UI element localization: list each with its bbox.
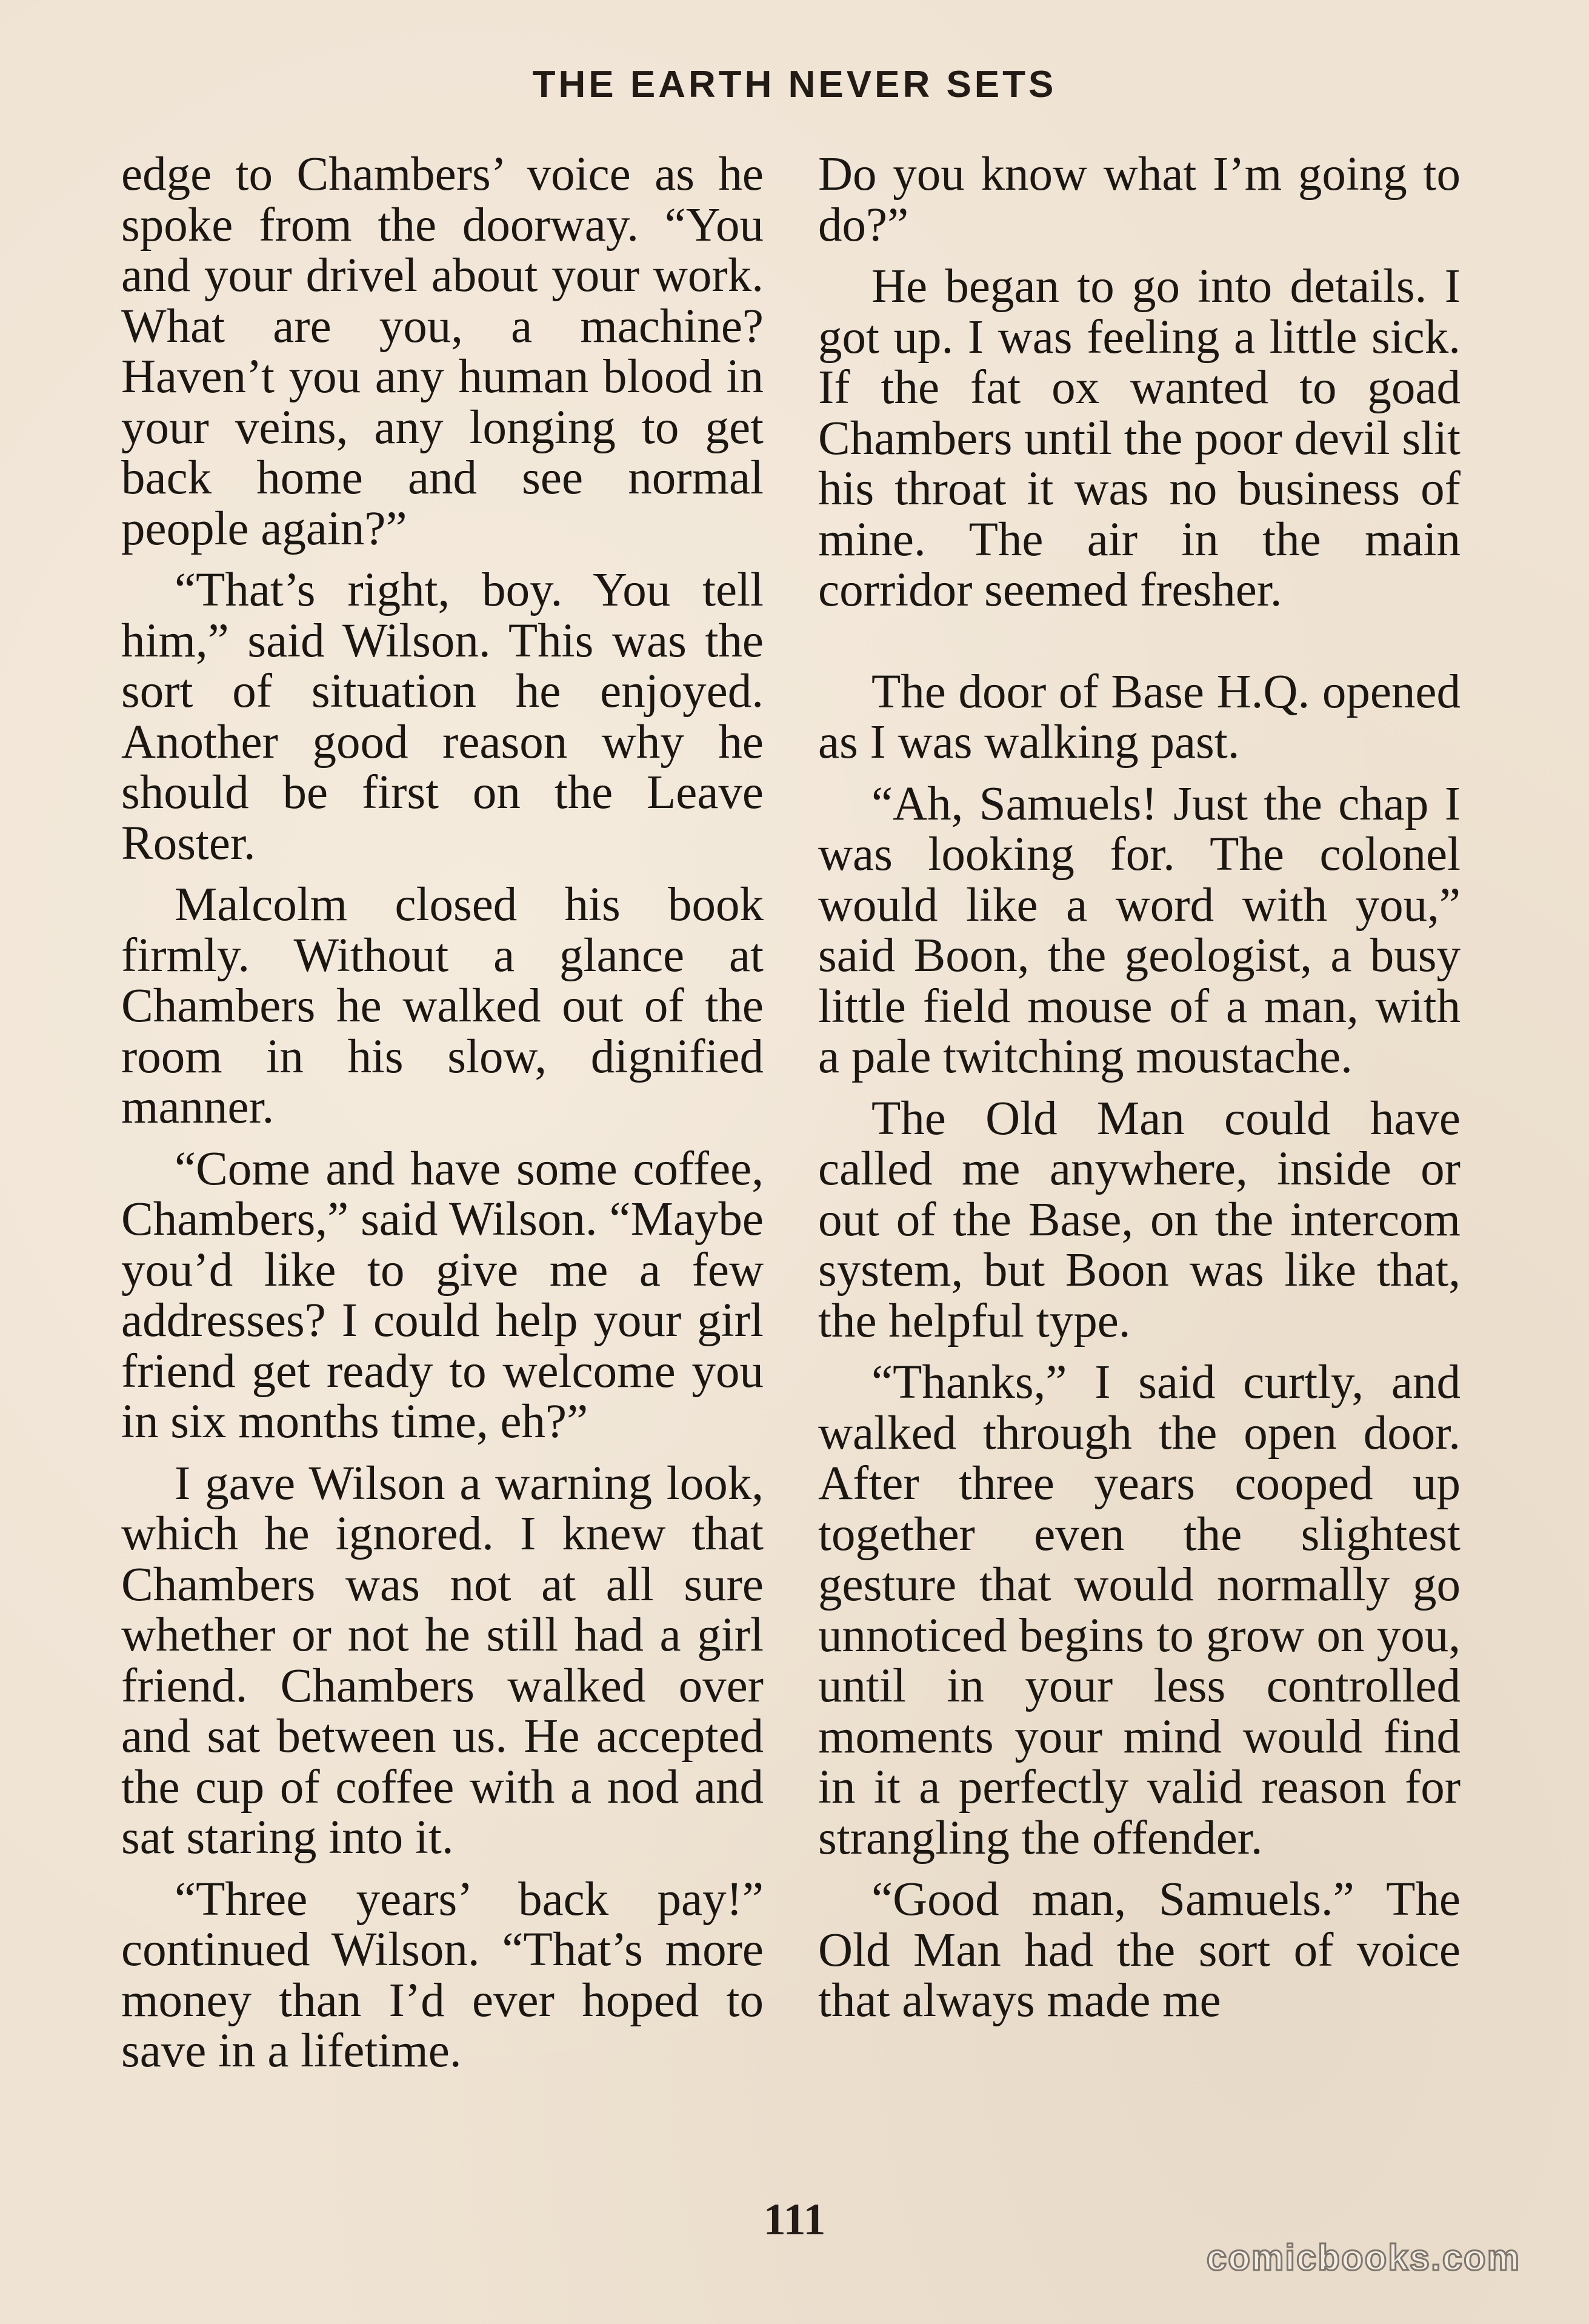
- paragraph: “Good man, Samuels.” The Old Man had the sort of voice that always made me: [818, 1873, 1461, 2027]
- paragraph: Malcolm closed his book firmly. Without a glance at Chambers he walked out of the room in his slow, dignified manner.: [121, 878, 764, 1134]
- paragraph: “Thanks,” I said curtly, and walked through the open door. After three years cooped up together even the slightest gesture that would normally go unnoticed begins to grow on you, until in your less controlled moments your mind would find in it a perfectly valid reason for strangling the offender.: [818, 1356, 1461, 1865]
- running-head-title: THE EARTH NEVER SETS: [532, 64, 1057, 105]
- right-text-column: [818, 149, 1461, 2037]
- paragraph: He began to go into details. I got up. I was feeling a little sick. If the fat ox wanted to goad Chambers until the poor devil slit his throat it was no business of mine. The air in the main corridor seemed fresher.: [818, 260, 1461, 616]
- paragraph: I gave Wilson a warning look, which he ignored. I knew that Chambers was not at all sure whether or not he still had a girl friend. Chambers walked over and sat between us. He accepted the cup of coffee with a nod and sat staring into it.: [121, 1457, 764, 1864]
- paragraph: The door of Base H.Q. opened as I was walking past.: [818, 665, 1461, 769]
- paragraph: The Old Man could have called me anywhere, inside or out of the Base, on the intercom system, but Boon was like that, the helpful type.: [818, 1092, 1461, 1347]
- paragraph: “Come and have some coffee, Chambers,” said Wilson. “Maybe you’d like to give me a few addresses? I could help your girl friend get ready to welcome you in six months time, eh?”: [121, 1142, 764, 1448]
- paragraph: “Ah, Samuels! Just the chap I was looking for. The colonel would like a word with you,” said Boon, the geologist, a busy little field mouse of a man, with a pale twitching moustache.: [818, 777, 1461, 1083]
- site-watermark: comicbooks.com: [1206, 2237, 1521, 2278]
- paragraph: edge to Chambers’ voice as he spoke from the doorway. “You and your drivel about your work. What are you, a machine? Haven’t you any human blood in your veins, any longing to get back home and see normal people again?”: [121, 148, 764, 555]
- paragraph: Do you know what I’m going to do?”: [818, 148, 1461, 252]
- left-text-column: [121, 149, 764, 2088]
- page-number: 111: [763, 2195, 826, 2245]
- paragraph: “That’s right, boy. You tell him,” said Wilson. This was the sort of situation he enjoyed. Another good reason why he should be first on the Leave Roster.: [121, 564, 764, 870]
- paragraph: “Three years’ back pay!” continued Wilson. “That’s more money than I’d ever hoped to save in a lifetime.: [121, 1872, 764, 2077]
